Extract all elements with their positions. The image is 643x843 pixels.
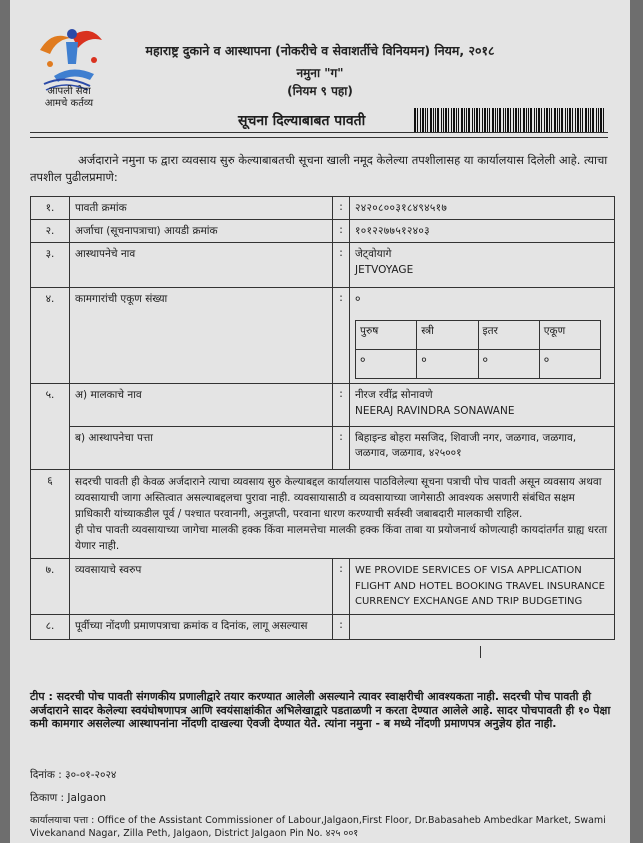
barcode-bar bbox=[530, 108, 532, 132]
barcode-bar bbox=[541, 108, 542, 132]
establishment-name-marathi: जेट्वोयागे bbox=[355, 248, 392, 260]
barcode-bar bbox=[482, 108, 483, 132]
barcode-bar bbox=[518, 108, 519, 132]
barcode-bar bbox=[417, 108, 418, 132]
barcode-bar bbox=[569, 108, 571, 132]
divider-line bbox=[30, 137, 608, 138]
row-number: १. bbox=[31, 197, 70, 220]
barcode-bar bbox=[515, 108, 517, 132]
logo-caption bbox=[40, 86, 98, 110]
barcode-bar bbox=[575, 108, 576, 132]
barcode-bar bbox=[484, 108, 486, 132]
barcode-bar bbox=[489, 108, 490, 132]
receipt-number-label: पावती क्रमांक bbox=[70, 197, 333, 220]
previous-registration-value bbox=[350, 614, 615, 639]
count-male: ० bbox=[356, 350, 417, 379]
barcode-bar bbox=[472, 108, 473, 132]
application-id-value: १०१२२७७५१२४०३ bbox=[350, 220, 615, 243]
barcode-bar bbox=[497, 108, 498, 132]
header-male: पुरुष bbox=[356, 321, 417, 350]
barcode-bar bbox=[422, 108, 424, 132]
barcode-bar bbox=[588, 108, 589, 132]
barcode-bar bbox=[487, 108, 488, 132]
logo-caption-line1: आपली सेवा bbox=[47, 86, 91, 97]
barcode-bar bbox=[536, 108, 537, 132]
barcode-bar bbox=[582, 108, 583, 132]
row-number: ६ bbox=[31, 470, 70, 559]
barcode-bar bbox=[456, 108, 457, 132]
establishment-address-value: बिहाइन्ड बोहरा मसजिद, शिवाजी नगर, जळगाव, जळगाव, जळगाव, जळगाव, ४२५००१ bbox=[350, 427, 615, 470]
table-row bbox=[31, 243, 615, 288]
barcode-bar bbox=[466, 108, 467, 132]
establishment-name-cell bbox=[350, 243, 615, 288]
colon: : bbox=[333, 384, 350, 427]
table-row bbox=[356, 350, 601, 379]
intro-text: अर्जदाराने नमुना फ द्वारा व्यवसाय सुरु केल्याबाबतची सूचना खाली नमूद केलेल्या तपशीलासह या कार्यालयास दिलेली आहे. त्याचा तपशील पुढीलप्रमाणे: bbox=[30, 153, 608, 184]
row-number: ३. bbox=[31, 243, 70, 288]
office-address: कार्यालयाचा पत्ता : Office of the Assistant Commissioner of Labour,Jalgaon,First Floor, Dr.Babasaheb Ambedkar Market, Swami Vivekanand Nagar, Zilla Peth, Jalgaon, District Jalgaon Pin No. ४२५ ००१ bbox=[30, 815, 606, 839]
header-total: एकूण bbox=[539, 321, 600, 350]
barcode-bar bbox=[453, 108, 455, 132]
barcode-bar bbox=[557, 108, 558, 132]
barcode-image bbox=[414, 108, 604, 132]
colon: : bbox=[333, 614, 350, 639]
row-number: ४. bbox=[31, 288, 70, 384]
barcode-bar bbox=[503, 108, 504, 132]
receipt-title: सूचना दिल्याबाबत पावती bbox=[238, 113, 366, 129]
barcode-bar bbox=[464, 108, 465, 132]
ownership-disclaimer-text: ही पोच पावती व्यवसायाच्या जागेचा मालकी हक्क किंवा मालमत्तेचा मालकी हक्क किंवा ताबा या प्रयोजनार्थ कोणत्याही कायदांतर्गत ग्राह्य धरता येणार नाही. bbox=[75, 524, 608, 552]
logo-caption-line2: आमचे कर्तव्य bbox=[44, 98, 94, 109]
table-row bbox=[356, 321, 601, 350]
table-row bbox=[31, 220, 615, 243]
table-row bbox=[31, 614, 615, 639]
barcode-bar bbox=[549, 108, 550, 132]
table-row bbox=[31, 288, 615, 384]
barcode-bar bbox=[435, 108, 436, 132]
barcode-bar bbox=[499, 108, 501, 132]
barcode-bar bbox=[520, 108, 521, 132]
barcode-bar bbox=[538, 108, 540, 132]
row-number: ५. bbox=[31, 384, 70, 470]
barcode-bar bbox=[505, 108, 506, 132]
barcode-bar bbox=[458, 108, 459, 132]
table-row bbox=[31, 384, 615, 427]
business-nature-line: WE PROVIDE SERVICES OF VISA APPLICATION bbox=[355, 565, 582, 576]
barcode-bar bbox=[451, 108, 452, 132]
barcode-bar bbox=[565, 108, 566, 132]
barcode-bar bbox=[592, 108, 594, 132]
owner-name-marathi: नीरज रवींद्र सोनावणे bbox=[355, 389, 433, 401]
barcode-bar bbox=[430, 108, 432, 132]
row-number: २. bbox=[31, 220, 70, 243]
barcode-bar bbox=[474, 108, 475, 132]
table-row bbox=[31, 470, 615, 559]
count-other: ० bbox=[478, 350, 539, 379]
form-name: नमुना "ग" bbox=[296, 66, 344, 80]
count-total: ० bbox=[539, 350, 600, 379]
barcode-bar bbox=[598, 108, 599, 132]
barcode-bar bbox=[507, 108, 509, 132]
barcode-bar bbox=[492, 108, 494, 132]
cursor-mark bbox=[480, 646, 481, 658]
table-row bbox=[31, 427, 615, 470]
barcode-bar bbox=[427, 108, 428, 132]
barcode-bar bbox=[443, 108, 444, 132]
barcode-bar bbox=[551, 108, 552, 132]
barcode-bar bbox=[513, 108, 514, 132]
barcode-bar bbox=[441, 108, 442, 132]
barcode-bar bbox=[437, 108, 439, 132]
colon: : bbox=[333, 427, 350, 470]
barcode-bar bbox=[479, 108, 480, 132]
previous-registration-label: पूर्वीच्या नोंदणी प्रमाणपत्राचा क्रमांक व दिनांक, लागू असल्यास bbox=[70, 614, 333, 639]
colon: : bbox=[333, 559, 350, 615]
barcode-bar bbox=[559, 108, 560, 132]
total-workers-cell bbox=[350, 288, 615, 384]
barcode-bar bbox=[425, 108, 426, 132]
barcode-bar bbox=[554, 108, 556, 132]
establishment-name-label: आस्थापनेचे नाव bbox=[70, 243, 333, 288]
disclaimer-text: सदरची पावती ही केवळ अर्जदाराने त्याचा व्यवसाय सुरु केल्याबद्दल कार्यालयास पाठविलेल्या सूचना पत्राची पोच पावती असून व्यवसाय अथवा व्यवसायाची जागा अस्तित्वात असल्याबद्दलचा पुरावा नाही. व्यवसायासाठी व व्यवसायाच्या जागेसाठी आवश्यक असणारी संबंधित सक्षम प्राधिकारी यांच्याकडील पूर्व / पश्चात परवानगी, अनुज्ञप्ती, परवाना धारण करण्याची सर्वस्वी जबाबदारी मालकाची राहिल. bbox=[75, 476, 602, 520]
barcode-bar bbox=[544, 108, 545, 132]
barcode-bar bbox=[567, 108, 568, 132]
row-number: ८. bbox=[31, 614, 70, 639]
total-workers-label: कामगारांची एकूण संख्या bbox=[70, 288, 333, 384]
rules-title: महाराष्ट्र दुकाने व आस्थापना (नोकरीचे व सेवाशर्तीचे विनियमन) नियम, २०१८ bbox=[145, 43, 495, 58]
owner-name-label: अ) मालकाचे नाव bbox=[70, 384, 333, 427]
rule-reference: (नियम ९ पहा) bbox=[287, 84, 353, 98]
barcode-bar bbox=[590, 108, 591, 132]
colon: : bbox=[333, 220, 350, 243]
header-female: स्त्री bbox=[417, 321, 478, 350]
barcode-bar bbox=[585, 108, 587, 132]
barcode-bar bbox=[420, 108, 421, 132]
barcode-bar bbox=[596, 108, 597, 132]
business-nature-cell bbox=[350, 559, 615, 615]
business-nature-label: व्यवसायाचे स्वरुप bbox=[70, 559, 333, 615]
disclaimer-cell bbox=[70, 470, 615, 559]
barcode-bar bbox=[445, 108, 447, 132]
barcode-bar bbox=[572, 108, 573, 132]
business-nature-line: FLIGHT AND HOTEL BOOKING TRAVEL INSURANCE bbox=[355, 580, 605, 592]
details-table bbox=[30, 196, 615, 640]
issue-date: दिनांक : ३०-०१-२०२४ bbox=[30, 769, 117, 781]
barcode-bar bbox=[495, 108, 496, 132]
total-workers-value: ० bbox=[355, 293, 361, 305]
barcode-bar bbox=[528, 108, 529, 132]
barcode-bar bbox=[510, 108, 511, 132]
colon: : bbox=[333, 288, 350, 384]
colon: : bbox=[333, 243, 350, 288]
divider-line bbox=[30, 132, 608, 133]
barcode-bar bbox=[523, 108, 525, 132]
establishment-name-english: JETVOYAGE bbox=[355, 264, 414, 276]
row-number: ७. bbox=[31, 559, 70, 615]
barcode-bar bbox=[577, 108, 579, 132]
application-id-label: अर्जाचा (सूचनापत्राचा) आयडी क्रमांक bbox=[70, 220, 333, 243]
header-other: इतर bbox=[478, 321, 539, 350]
count-female: ० bbox=[417, 350, 478, 379]
owner-name-cell bbox=[350, 384, 615, 427]
barcode-bar bbox=[534, 108, 535, 132]
issue-place: ठिकाण : Jalgaon bbox=[30, 792, 107, 804]
barcode-bar bbox=[600, 108, 602, 132]
barcode-bar bbox=[468, 108, 470, 132]
barcode-bar bbox=[603, 108, 604, 132]
barcode-bar bbox=[448, 108, 449, 132]
barcode-bar bbox=[433, 108, 434, 132]
barcode-bar bbox=[546, 108, 548, 132]
note-text: टीप : सदरची पोच पावती संगणकीय प्रणालीद्वारे तयार करण्यात आलेली असल्याने त्यावर स्वाक्षरीची आवश्यकता नाही. सदरची पोच पावती ही अर्जदाराने सादर केलेल्या स्वयंघोषणापत्र आणि स्वयंसाक्षांकीत अभिलेखाद्वारे पडताळणी न करता देण्यात आलेले आहे. सादर पोचपावती ही १० पेक्षा कमी कामगार असलेल्या आस्थापनांना नोंदणी दाखल्या ऐवजी देण्यात येते. त्यांना नमुना - ब मध्ये नोंदणी प्रमाणपत्र अनुज्ञेय होत नाही. bbox=[30, 690, 611, 730]
business-nature-line: CURRENCY EXCHANGE AND TRIP BUDGETING bbox=[355, 596, 583, 607]
barcode-bar bbox=[526, 108, 527, 132]
barcode-bar bbox=[580, 108, 581, 132]
table-row bbox=[31, 197, 615, 220]
workers-breakdown-table bbox=[355, 320, 601, 379]
table-row bbox=[31, 559, 615, 615]
colon: : bbox=[333, 197, 350, 220]
receipt-document bbox=[10, 0, 630, 843]
barcode-bar bbox=[461, 108, 463, 132]
establishment-address-label: ब) आस्थापनेचा पत्ता bbox=[70, 427, 333, 470]
barcode-bar bbox=[414, 108, 416, 132]
receipt-number-value: २४२०८००३१८४९४५१७ bbox=[350, 197, 615, 220]
barcode-bar bbox=[561, 108, 563, 132]
barcode-bar bbox=[476, 108, 478, 132]
owner-name-english: NEERAJ RAVINDRA SONAWANE bbox=[355, 405, 515, 417]
